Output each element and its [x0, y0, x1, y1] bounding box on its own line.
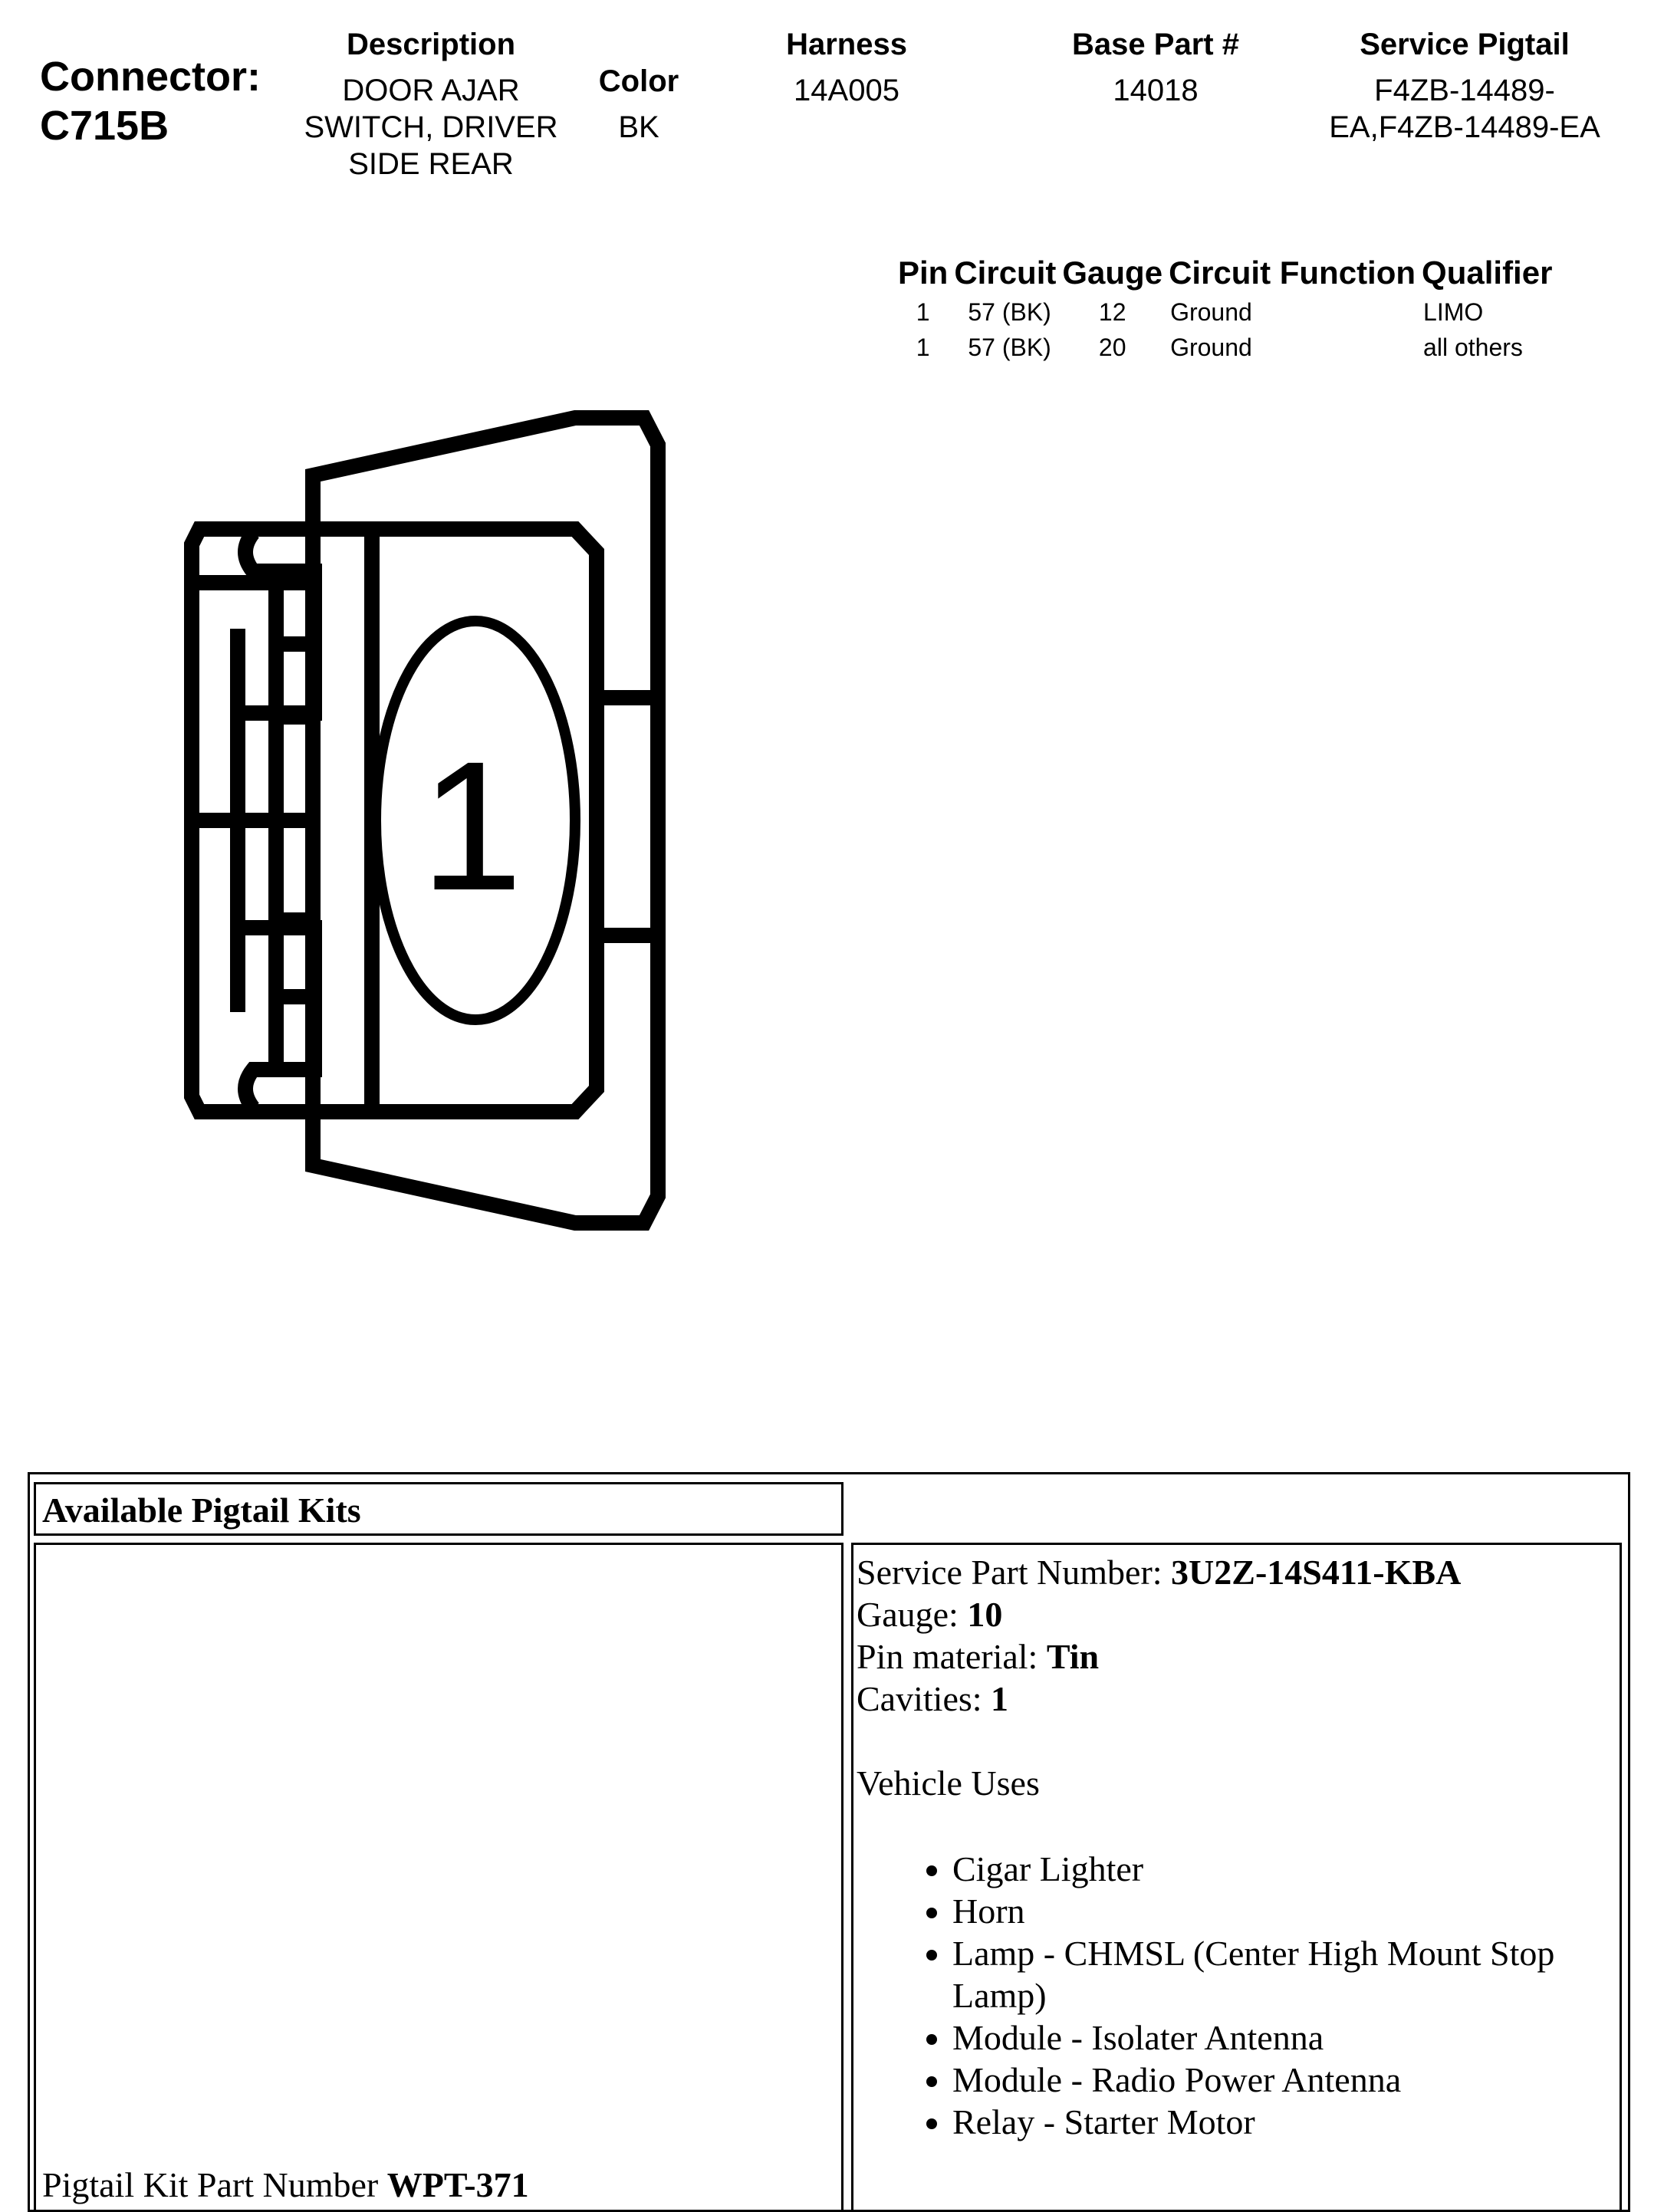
function-cell: Ground [1170, 297, 1252, 326]
list-item: • Module - Isolater Antenna [952, 2016, 1616, 2059]
color-value: BK [618, 110, 659, 144]
harness-header: Harness [786, 28, 907, 61]
kit-number-value: WPT-371 [386, 2165, 529, 2204]
cavities-value: 1 [991, 1679, 1009, 1718]
table-row [895, 294, 1555, 330]
circuit-cell: 57 (BK) [968, 333, 1051, 361]
connector-id: C715B [40, 103, 169, 149]
qualifier-col-header: Qualifier [1422, 255, 1553, 291]
description-value [278, 72, 584, 182]
service-pigtail-line: F4ZB-14489- [1374, 74, 1555, 107]
connector-diagram [176, 399, 682, 1257]
service-part-value: 3U2Z-14S411-KBA [1171, 1553, 1462, 1592]
service-pigtail-value [1288, 72, 1641, 146]
base-part-header: Base Part # [1072, 28, 1239, 61]
cavity-label: 1 [420, 723, 523, 929]
connector-label: Connector: [40, 54, 261, 100]
list-item: • Cigar Lighter [952, 1848, 1616, 1890]
cavities-line [857, 1678, 1616, 1720]
pin-table-header-row [895, 251, 1555, 294]
gauge-cell: 12 [1098, 297, 1126, 326]
pigtail-kits-title: Available Pigtail Kits [34, 1482, 844, 1536]
pin-material-label: Pin material: [857, 1637, 1047, 1676]
pigtail-details-cell [851, 1543, 1622, 2212]
pin-material-line [857, 1635, 1616, 1678]
pin-cell: 1 [916, 333, 930, 361]
service-pigtail-header: Service Pigtail [1360, 28, 1570, 61]
pin-material-value: Tin [1046, 1637, 1100, 1676]
gauge-value: 10 [967, 1595, 1003, 1634]
function-cell: Ground [1170, 333, 1252, 361]
service-part-number [857, 1551, 1616, 1593]
list-item: • Relay - Starter Motor [952, 2101, 1616, 2143]
latch-upper [199, 533, 314, 713]
gauge-col-header: Gauge [1062, 255, 1163, 291]
base-part-value: 14018 [1113, 74, 1199, 107]
vehicle-uses-label: Vehicle Uses [857, 1763, 1040, 1803]
pigtail-kit-part-number [42, 2164, 529, 2206]
service-pigtail-line: EA,F4ZB-14489-EA [1329, 110, 1600, 144]
pin-cell: 1 [916, 297, 930, 326]
gauge-line [857, 1593, 1616, 1635]
description-header: Description [346, 28, 516, 61]
function-col-header: Circuit Function [1169, 255, 1416, 291]
pigtail-kit-cell [34, 1543, 844, 2212]
qualifier-cell: all others [1423, 333, 1523, 361]
list-item: • Module - Radio Power Antenna [952, 2059, 1616, 2101]
pin-table [895, 251, 1555, 365]
pin-col-header: Pin [898, 255, 949, 291]
description-line: DOOR AJAR [342, 74, 520, 107]
harness-value: 14A005 [794, 74, 899, 107]
table-row [895, 330, 1555, 365]
description-line: SIDE REAR [348, 147, 514, 181]
circuit-col-header: Circuit [954, 255, 1057, 291]
kit-number-label: Pigtail Kit Part Number [42, 2165, 387, 2204]
cavities-label: Cavities: [857, 1679, 991, 1718]
gauge-label: Gauge: [857, 1595, 968, 1634]
qualifier-cell: LIMO [1423, 297, 1484, 326]
list-item: • Horn [952, 1890, 1616, 1932]
list-item: • Lamp - CHMSL (Center High Mount Stop Lamp) [952, 1932, 1616, 2016]
service-part-label: Service Part Number: [857, 1553, 1172, 1592]
gauge-cell: 20 [1098, 333, 1126, 361]
description-line: SWITCH, DRIVER [304, 110, 558, 144]
circuit-cell: 57 (BK) [968, 297, 1051, 326]
vehicle-uses-list [857, 1848, 1616, 2143]
color-header: Color [598, 64, 679, 98]
